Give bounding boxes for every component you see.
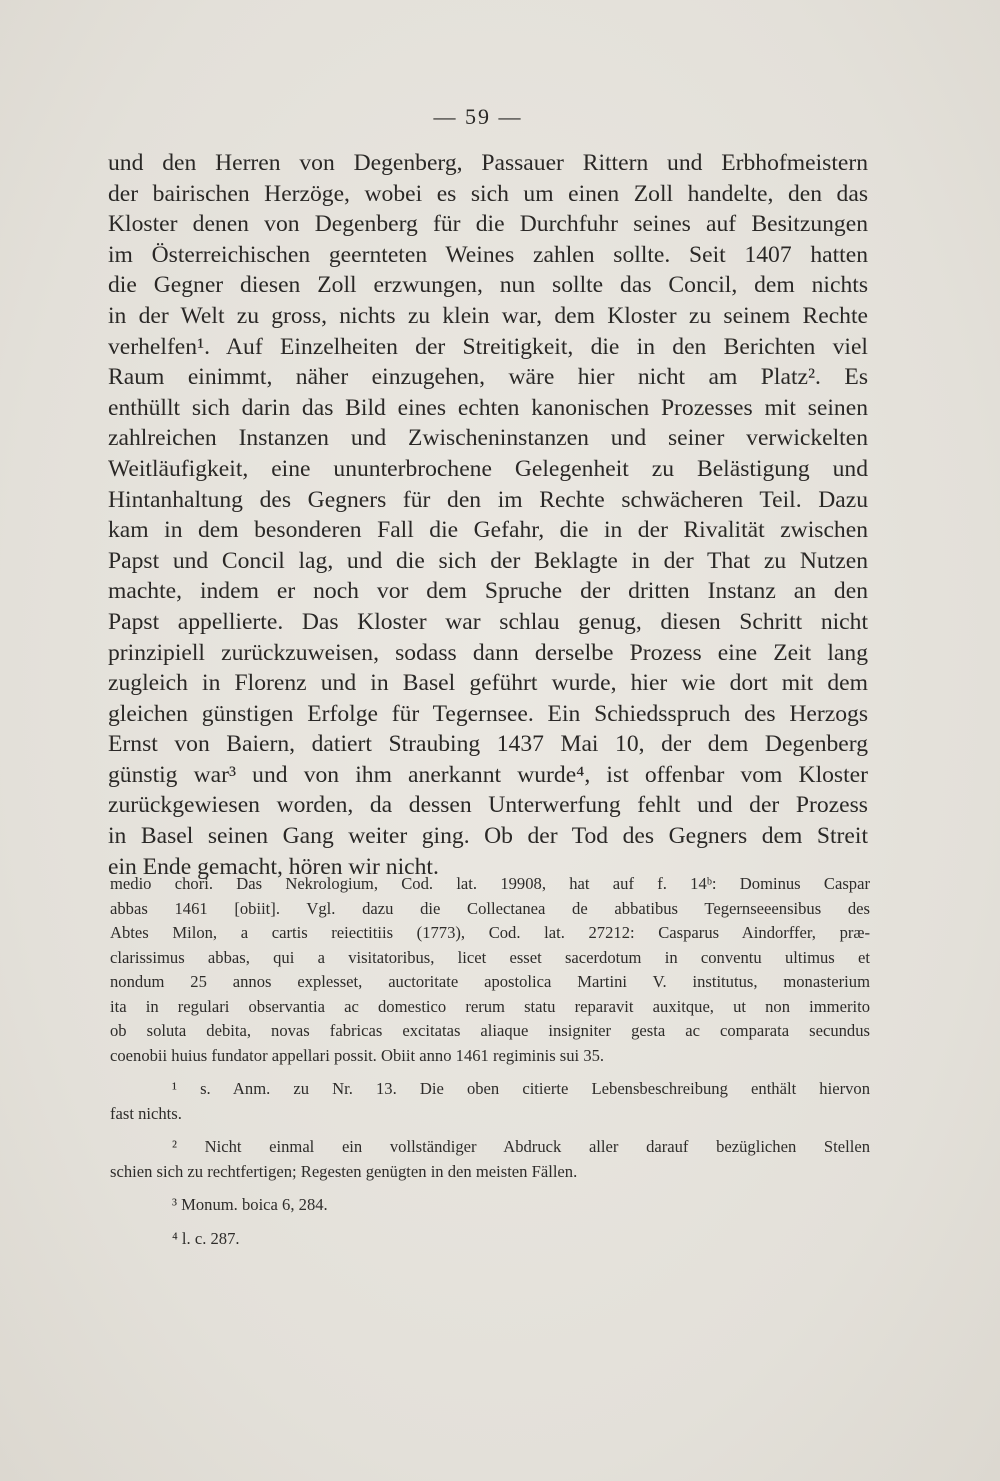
footnote-line: Abtes Milon, a cartis reiectitiis (1773), Cod. lat. 27212: Casparus Aindorffer, præ- (110, 923, 870, 942)
text-line: in Basel seinen Gang weiter ging. Ob der Tod des Gegners dem Streit (108, 823, 868, 850)
footnote-1 (110, 1077, 870, 1126)
text-line: Raum einimmt, näher einzugehen, wäre hier nicht am Platz². Es (108, 364, 868, 391)
text-line: die Gegner diesen Zoll erzwungen, nun sollte das Concil, dem nichts (108, 272, 868, 299)
text-line: gleichen günstigen Erfolge für Tegernsee. Ein Schiedsspruch des Herzogs (108, 700, 868, 727)
text-line: in der Welt zu gross, nichts zu klein war, dem Kloster zu seinem Rechte (108, 302, 868, 329)
text-line: Papst und Concil lag, und die sich der Beklagte in der That zu Nutzen (108, 547, 868, 574)
footnote-line: abbas 1461 [obiit]. Vgl. dazu die Collectanea de abbatibus Tegernseeensibus des (110, 898, 870, 918)
text-line: zurückgewiesen worden, da dessen Unterwerfung fehlt und der Prozess (108, 792, 868, 819)
footnotes (110, 872, 870, 1260)
text-line: der bairischen Herzöge, wobei es sich um einen Zoll handelte, den das (108, 180, 868, 207)
text-line: Hintanhaltung des Gegners für den im Rechte schwächeren Teil. Dazu (108, 486, 868, 513)
text-line: verhelfen¹. Auf Einzelheiten der Streitigkeit, die in den Berichten viel (108, 333, 868, 360)
footnote-4 (110, 1227, 870, 1252)
text-line: kam in dem besonderen Fall die Gefahr, die in der Rivalität zwischen (108, 517, 868, 544)
text-line: machte, indem er noch vor dem Spruche der dritten Instanz an den (108, 578, 868, 605)
text-line: im Österreichischen geernteten Weines zahlen sollte. Seit 1407 hatten (108, 241, 868, 268)
footnote-line: coenobii huius fundator appellari possit. Obiit anno 1461 regiminis sui 35. (110, 1045, 605, 1065)
footnote-line: fast nichts. (110, 1103, 182, 1123)
text-line: und den Herren von Degenberg, Passauer Rittern und Erbhofmeistern (108, 150, 868, 176)
text-line: günstig war³ und von ihm anerkannt wurde⁴, ist offenbar vom Kloster (108, 761, 868, 788)
text-line: Weitläufigkeit, eine ununterbrochene Gelegenheit zu Belästigung und (108, 455, 868, 482)
text-line: zahlreichen Instanzen und Zwischeninstanzen und seiner verwickelten (108, 425, 868, 452)
footnote-2 (110, 1135, 870, 1184)
text-line: Papst appellierte. Das Kloster war schlau genug, diesen Schritt nicht (108, 608, 868, 635)
footnote-line: medio chori. Das Nekrologium, Cod. lat. 19908, hat auf f. 14ᵇ: Dominus Caspar (110, 874, 870, 893)
footnote-line: ² Nicht einmal ein vollständiger Abdruck aller darauf bezüglichen Stellen (172, 1137, 870, 1156)
footnote-3 (110, 1193, 870, 1218)
footnote-line: ³ Monum. boica 6, 284. (172, 1195, 328, 1214)
footnote-line: ob soluta debita, novas fabricas excitatas aliaque insigniter gesta ac comparata secundus (110, 1021, 870, 1040)
footnote-line: ⁴ l. c. 287. (172, 1228, 240, 1248)
text-line: enthüllt sich darin das Bild eines echten kanonischen Prozesses mit seinen (108, 394, 868, 421)
footnote-line: nondum 25 annos explesset, auctoritate apostolica Martini V. institutus, monasterium (110, 972, 870, 991)
main-text (108, 148, 868, 882)
footnote-line: clarissimus abbas, qui a visitatoribus, licet esset sacerdotum in conventu ultimus et (110, 947, 870, 967)
page-number: — 59 — (433, 104, 523, 129)
footnote-line: ¹ s. Anm. zu Nr. 13. Die oben citierte Lebensbeschreibung enthält hiervon (172, 1079, 870, 1098)
footnote-continuation (110, 872, 870, 1068)
footnote-line: ita in regulari observantia ac domestico rerum statu reparavit auxitque, ut non immerito (110, 996, 870, 1016)
footnote-line: schien sich zu rechtfertigen; Regesten genügten in den meisten Fällen. (110, 1161, 578, 1181)
text-line: Ernst von Baiern, datiert Straubing 1437 Mai 10, der dem Degenberg (108, 731, 868, 758)
text-line: prinzipiell zurückzuweisen, sodass dann derselbe Prozess eine Zeit lang (108, 639, 868, 666)
text-line: Kloster denen von Degenberg für die Durchfuhr seines auf Besitzungen (108, 211, 868, 238)
text-line: zugleich in Florenz und in Basel geführt wurde, hier wie dort mit dem (108, 670, 868, 697)
text-line: ein Ende gemacht, hören wir nicht. (108, 853, 439, 880)
